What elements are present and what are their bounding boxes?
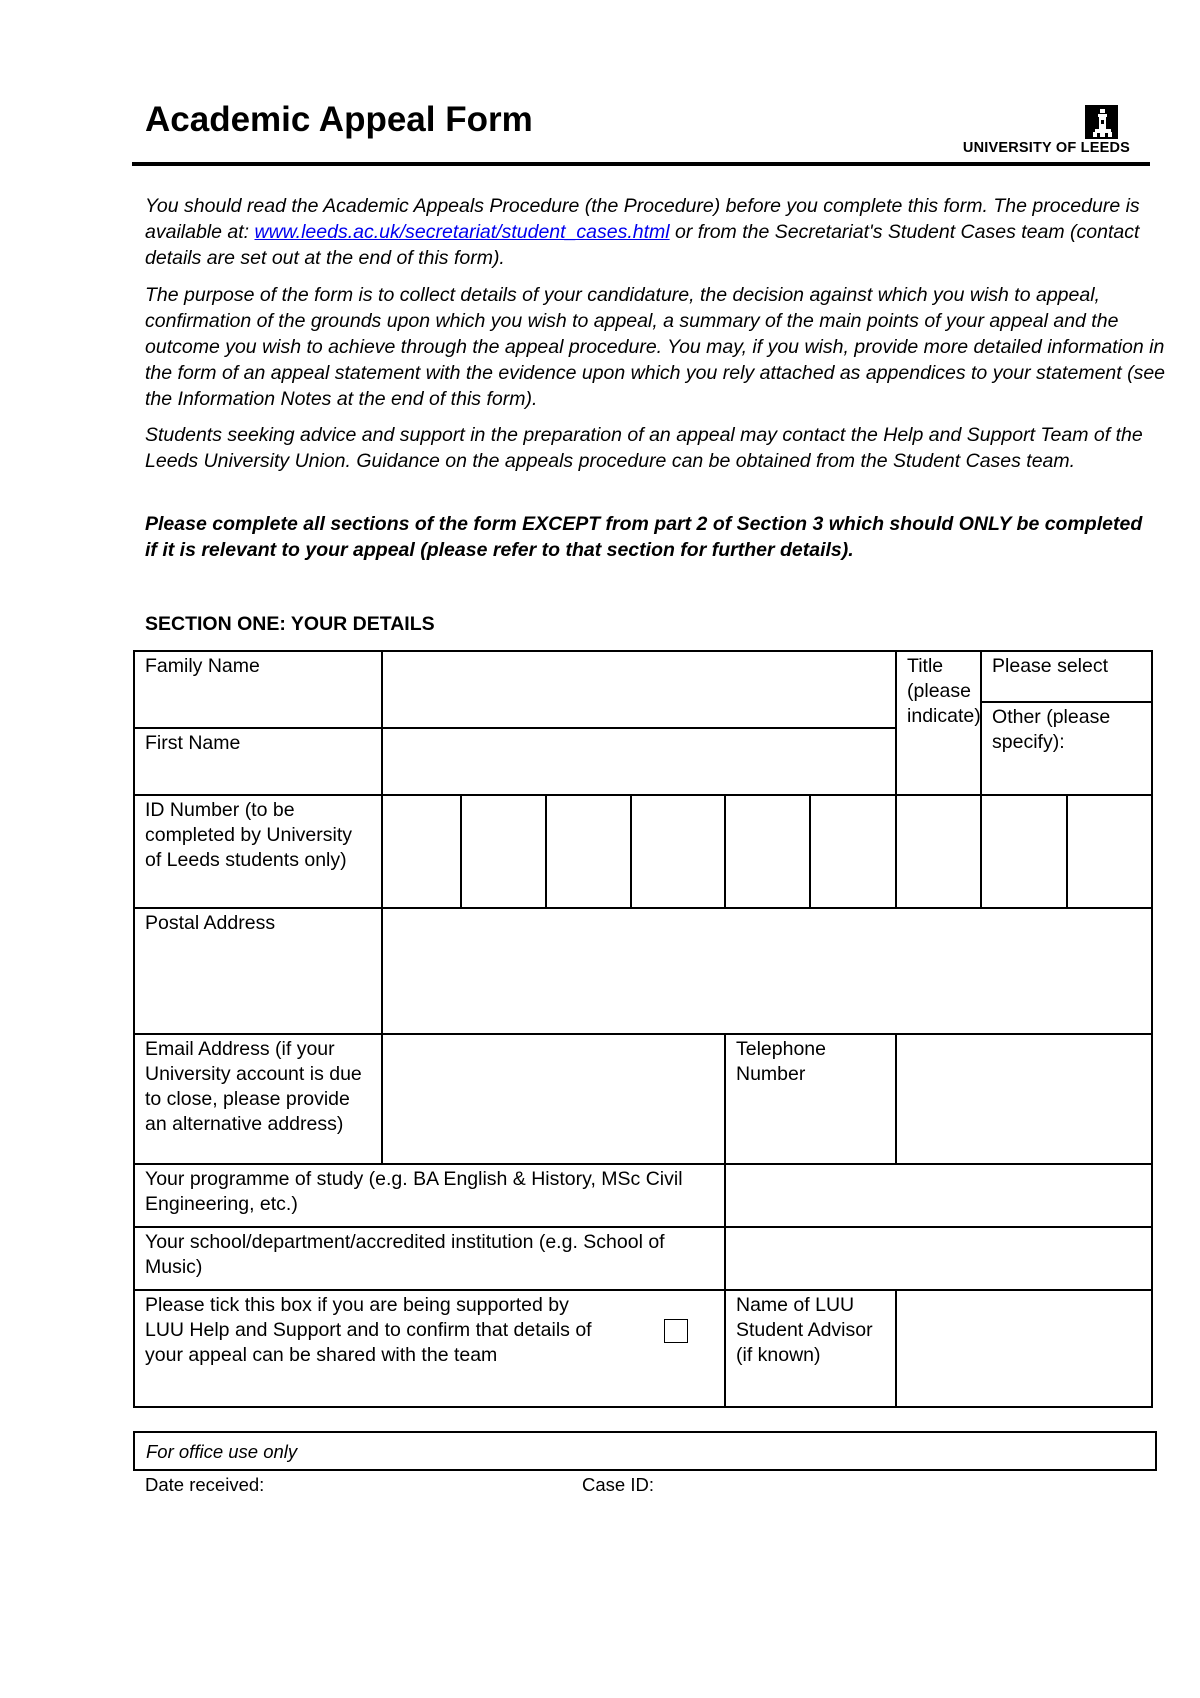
id-digit-box[interactable] bbox=[382, 795, 461, 908]
family-name-label: Family Name bbox=[134, 651, 382, 728]
date-received-label: Date received: bbox=[145, 1474, 265, 1495]
luu-support-checkbox[interactable] bbox=[664, 1319, 688, 1343]
id-digit-box[interactable] bbox=[981, 795, 1067, 908]
intro-paragraph-support: Students seeking advice and support in the preparation of an appeal may contact the Help and Support Team of the Leeds University Union. Guidance on the appeals procedure can be obtained from the Student Cases team. bbox=[145, 424, 1143, 472]
your-details-table bbox=[133, 650, 1153, 1408]
email-address-input[interactable] bbox=[382, 1034, 725, 1164]
university-logo bbox=[940, 100, 1130, 160]
email-address-label: Email Address (if your University account is due to close, please provide an alternative address) bbox=[134, 1034, 382, 1164]
programme-label: Your programme of study (e.g. BA English & History, MSc Civil Engineering, etc.) bbox=[134, 1164, 725, 1227]
intro-paragraph-purpose: The purpose of the form is to collect details of your candidature, the decision against which you wish to appeal, confirmation of the grounds upon which you wish to appeal, a summary of the main points of your appeal and the outcome you wish to achieve through the appeal procedure. You may, if you wish, provide more detailed information in the form of an appeal statement with the evidence upon which you rely attached as appendices to your statement (see the Information Notes at the end of this form). bbox=[145, 284, 1166, 410]
postal-address-label: Postal Address bbox=[134, 908, 382, 1034]
id-digit-box[interactable] bbox=[810, 795, 896, 908]
title-select[interactable]: Please select bbox=[981, 651, 1152, 702]
family-name-input[interactable] bbox=[382, 651, 896, 728]
title-label: Title (please indicate) bbox=[896, 651, 981, 795]
office-use-box: For office use only bbox=[133, 1431, 1157, 1471]
luu-advisor-label: Name of LUU Student Advisor (if known) bbox=[725, 1290, 896, 1407]
first-name-label: First Name bbox=[134, 728, 382, 795]
logo-text: UNIVERSITY OF LEEDS bbox=[962, 140, 1130, 156]
intro-paragraph-procedure: You should read the Academic Appeals Procedure (the Procedure) before you complete this form. The procedure is available at: www.leeds.ac.uk/secretariat/student_cases.html or from the Secretariat's Student Cases team (contact details are set out at the end of this form). bbox=[145, 195, 1140, 269]
telephone-label: Telephone Number bbox=[725, 1034, 896, 1164]
school-label: Your school/department/accredited institution (e.g. School of Music) bbox=[134, 1227, 725, 1290]
id-digit-box[interactable] bbox=[725, 795, 810, 908]
telephone-input[interactable] bbox=[896, 1034, 1152, 1164]
school-input[interactable] bbox=[725, 1227, 1152, 1290]
luu-support-label: Please tick this box if you are being supported by LUU Help and Support and to confirm that details of your appeal can be shared with the team bbox=[145, 1294, 592, 1366]
id-number-label: ID Number (to be completed by University of Leeds students only) bbox=[134, 795, 382, 908]
id-digit-box[interactable] bbox=[896, 795, 981, 908]
id-digit-box[interactable] bbox=[461, 795, 546, 908]
case-id-label: Case ID: bbox=[582, 1474, 654, 1495]
first-name-input[interactable] bbox=[382, 728, 896, 795]
form-title: Academic Appeal Form bbox=[145, 100, 533, 139]
procedure-link[interactable]: www.leeds.ac.uk/secretariat/student_cases.html bbox=[254, 221, 670, 243]
section-one-title: SECTION ONE: YOUR DETAILS bbox=[145, 613, 435, 635]
postal-address-input[interactable] bbox=[382, 908, 1152, 1034]
university-tower-icon bbox=[1085, 105, 1118, 139]
programme-input[interactable] bbox=[725, 1164, 1152, 1227]
luu-advisor-input[interactable] bbox=[896, 1290, 1152, 1407]
luu-support-cell bbox=[134, 1290, 725, 1407]
intro-paragraph-instructions: Please complete all sections of the form EXCEPT from part 2 of Section 3 which should ONLY be completed if it is relevant to your appeal (please refer to that section for further details). bbox=[145, 513, 1143, 561]
title-other-field[interactable]: Other (please specify): bbox=[981, 702, 1152, 795]
header-divider bbox=[132, 162, 1150, 166]
id-digit-box[interactable] bbox=[1067, 795, 1152, 908]
id-digit-box[interactable] bbox=[546, 795, 631, 908]
id-digit-box[interactable] bbox=[631, 795, 725, 908]
